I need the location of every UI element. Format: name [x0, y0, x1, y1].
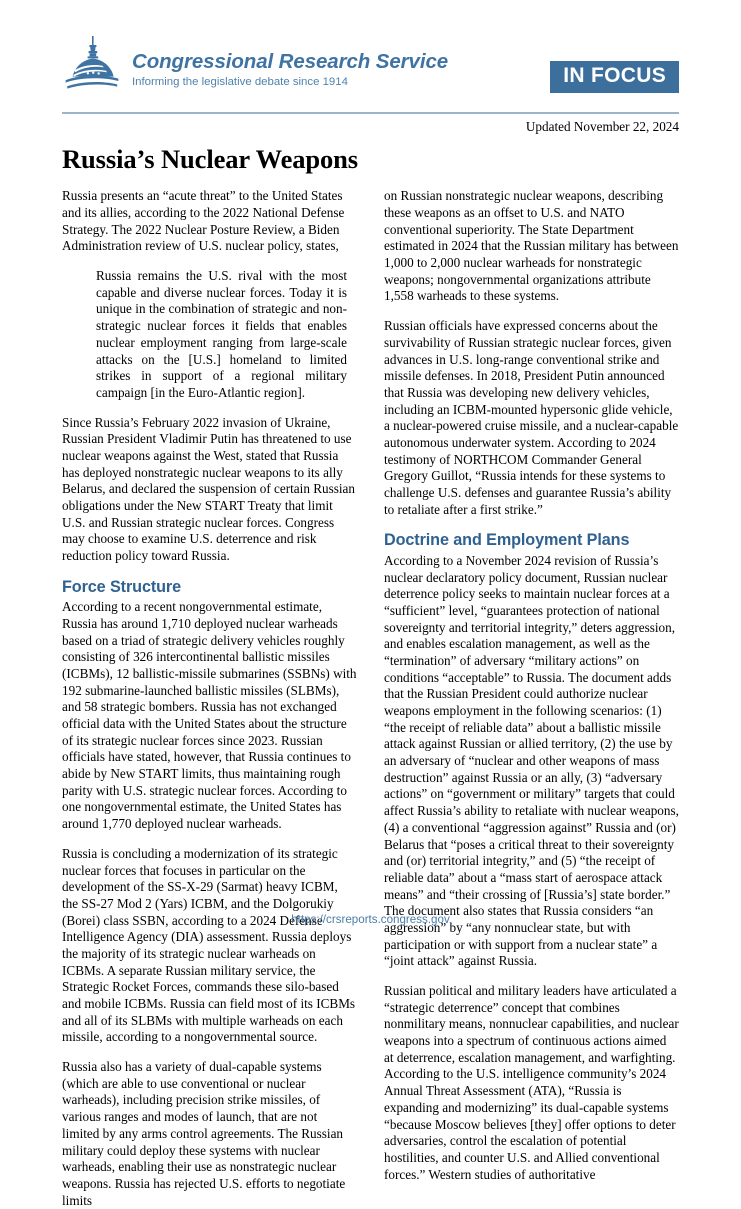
body-columns	[62, 188, 679, 1209]
section-heading-force-structure: Force Structure	[62, 577, 182, 596]
footer	[0, 910, 741, 928]
capitol-dome-icon	[62, 34, 124, 96]
paragraph-invasion: Since Russia’s February 2022 invasion of Ukraine, Russian President Vladimir Putin has threatened to use nuclear weapons against the West, stated that Russia has deployed nonstrategic nuclear weapons to its ally Belarus, and declared the suspension of certain Russian obligations under the New START Treaty that limit U.S. and Russian strategic nuclear forces. Congress may choose to examine U.S. deterrence and risk reduction policy toward Russia.	[62, 414, 355, 564]
header-divider	[62, 112, 679, 114]
column-right	[384, 188, 679, 1209]
crs-reports-url[interactable]: https://crsreports.congress.gov	[291, 913, 450, 926]
paragraph-doctrine: According to a November 2024 revision of Russia’s nuclear declaratory policy document, Russian nuclear deterrence policy seeks to maintain nuclear forces at a “sufficient” level, “guarantees protection of national sovereignty and territorial integrity,” deters aggression, and enables escalation management, as well as the “termination” of adversary “military actions” on conditions “acceptable” to Russia. The document adds that the Russian President could authorize nuclear weapons employment in the following scenarios: (1) “the receipt of reliable data” about a ballistic missile attack against Russian or allied territory, (2) the use by an adversary of “nuclear and other weapons of mass destruction” against Russia or an ally, (3) “adversary actions” on “government or military” targets that could affect Russia’s ability to retaliate with nuclear weapons, (4) a conventional “aggression against” Russia and (or) Belarus that “poses a critical threat to their sovereignty and (or) territorial integrity,” and (5) “the receipt of reliable data” about a “mass start of aerospace attack means” and “their crossing of [Russia’s] state border.” The document also states that Russia considers “an aggression” by “any nonnuclear state, but with participation or with support from a nuclear state” a “joint attack” against Russia.	[384, 552, 679, 969]
wordmark-title: Congressional Research Service	[132, 50, 449, 73]
in-focus-badge: IN FOCUS	[550, 61, 679, 93]
masthead	[62, 0, 679, 106]
updated-date: Updated November 22, 2024	[525, 119, 679, 134]
wordmark-block	[132, 34, 448, 90]
blockquote-npr: Russia remains the U.S. rival with the most capable and diverse nuclear forces. Today it is unique in the combination of strategic and non-strategic nuclear forces it fields that enables nuclear employment ranging from large-scale attacks on the [U.S.] homeland to limited strikes in support of a regional military campaign [in the Euro-Atlantic region].	[96, 268, 347, 400]
section-heading-doctrine: Doctrine and Employment Plans	[384, 531, 630, 550]
paragraph-strategic-deterrence: Russian political and military leaders have articulated a “strategic deterrence” concept that combines nonmilitary means, nonnuclear capabilities, and nuclear weapons into a spectrum of continuous actions aimed at deterrence, escalation management, and warfighting. According to the U.S. intelligence community’s 2024 Annual Threat Assessment (ATA), “Russia is expanding and modernizing” its dual-capable systems “because Moscow believes [they] offer options to deter adversaries, control the escalation of potential hostilities, and counter U.S. and Allied conventional forces.” Western studies of authoritative	[384, 983, 679, 1182]
crs-brand	[62, 34, 448, 96]
paragraph-dual-capable: Russia also has a variety of dual-capable systems (which are able to use conventional or nuclear warheads), including precision strike missiles, of various ranges and modes of launch, that are not limited by any arms control agreements. The Russian military could deploy these systems with nuclear warheads, enabling their use as nonstrategic nuclear weapons. Russia has rejected U.S. efforts to negotiate limits	[62, 1059, 346, 1208]
column-left	[62, 188, 357, 1209]
paragraph-modernization: Russia is concluding a modernization of its strategic nuclear forces that focuses in particular on the development of the SS-X-29 (Sarmat) heavy ICBM, the SS-27 Mod 2 (Yars) ICBM, and the Dolgorukiy (Borei) class SSBN, according to a 2024 Defense Intelligence Agency (DIA) assessment. Russia deploys the majority of its strategic nuclear warheads on ICBMs. A separate Russian military service, the Strategic Rocket Forces, commands these silo-based and mobile ICBMs. Russia can field most of its ICBMs and all of its SLBMs with multiple warheads on each missile, according to a nongovernmental source.	[62, 845, 356, 1045]
wordmark-tagline: Informing the legislative debate since 1914	[132, 75, 348, 88]
paragraph-intro: Russia presents an “acute threat” to the United States and its allies, according to the 2022 National Defense Strategy. The 2022 Nuclear Posture Review, a Biden Administration review of U.S. nuclear policy, states,	[62, 188, 345, 254]
paragraph-nonstrategic-continued: on Russian nonstrategic nuclear weapons, describing these weapons as an offset to U.S. and NATO conventional superiority. The State Department estimated in 2024 that the Russian military has between 1,000 to 2,000 nuclear warheads for nonstrategic weapons; nongovernmental organizations attribute 1,558 warheads to these systems.	[384, 188, 679, 304]
paragraph-force-estimate: According to a recent nongovernmental estimate, Russia has around 1,710 deployed nuclear warheads based on a triad of strategic delivery vehicles roughly consisting of 326 intercontinental ballistic missiles (ICBMs), 12 ballistic-missile submarines (SSBNs) with 192 submarine-launched ballistic missiles (SLBMs), and 58 strategic bombers. Russia has not exchanged official data with the United States about the structure of its strategic nuclear forces since 2023. Russian officials have stated, however, that Russia continues to abide by New START limits, thus maintaining rough parity with U.S. strategic nuclear forces. According to one nongovernmental estimate, the United States has around 1,770 deployed nuclear warheads.	[62, 599, 357, 832]
page-title: Russia’s Nuclear Weapons	[62, 143, 359, 174]
paragraph-survivability: Russian officials have expressed concerns about the survivability of Russian strategic nuclear forces, given advances in U.S. long-range conventional strike and missile defenses. In 2018, President Putin announced that Russia was developing new delivery vehicles, including an ICBM-mounted hypersonic glide vehicle, a nuclear-powered cruise missile, and a nuclear-capable autonomous underwater system. According to 2024 testimony of NORTHCOM Commander General Gregory Guillot, “Russia intends for these systems to challenge U.S. defenses and guarantee Russia’s ability to retaliate after a first strike.”	[384, 318, 679, 517]
